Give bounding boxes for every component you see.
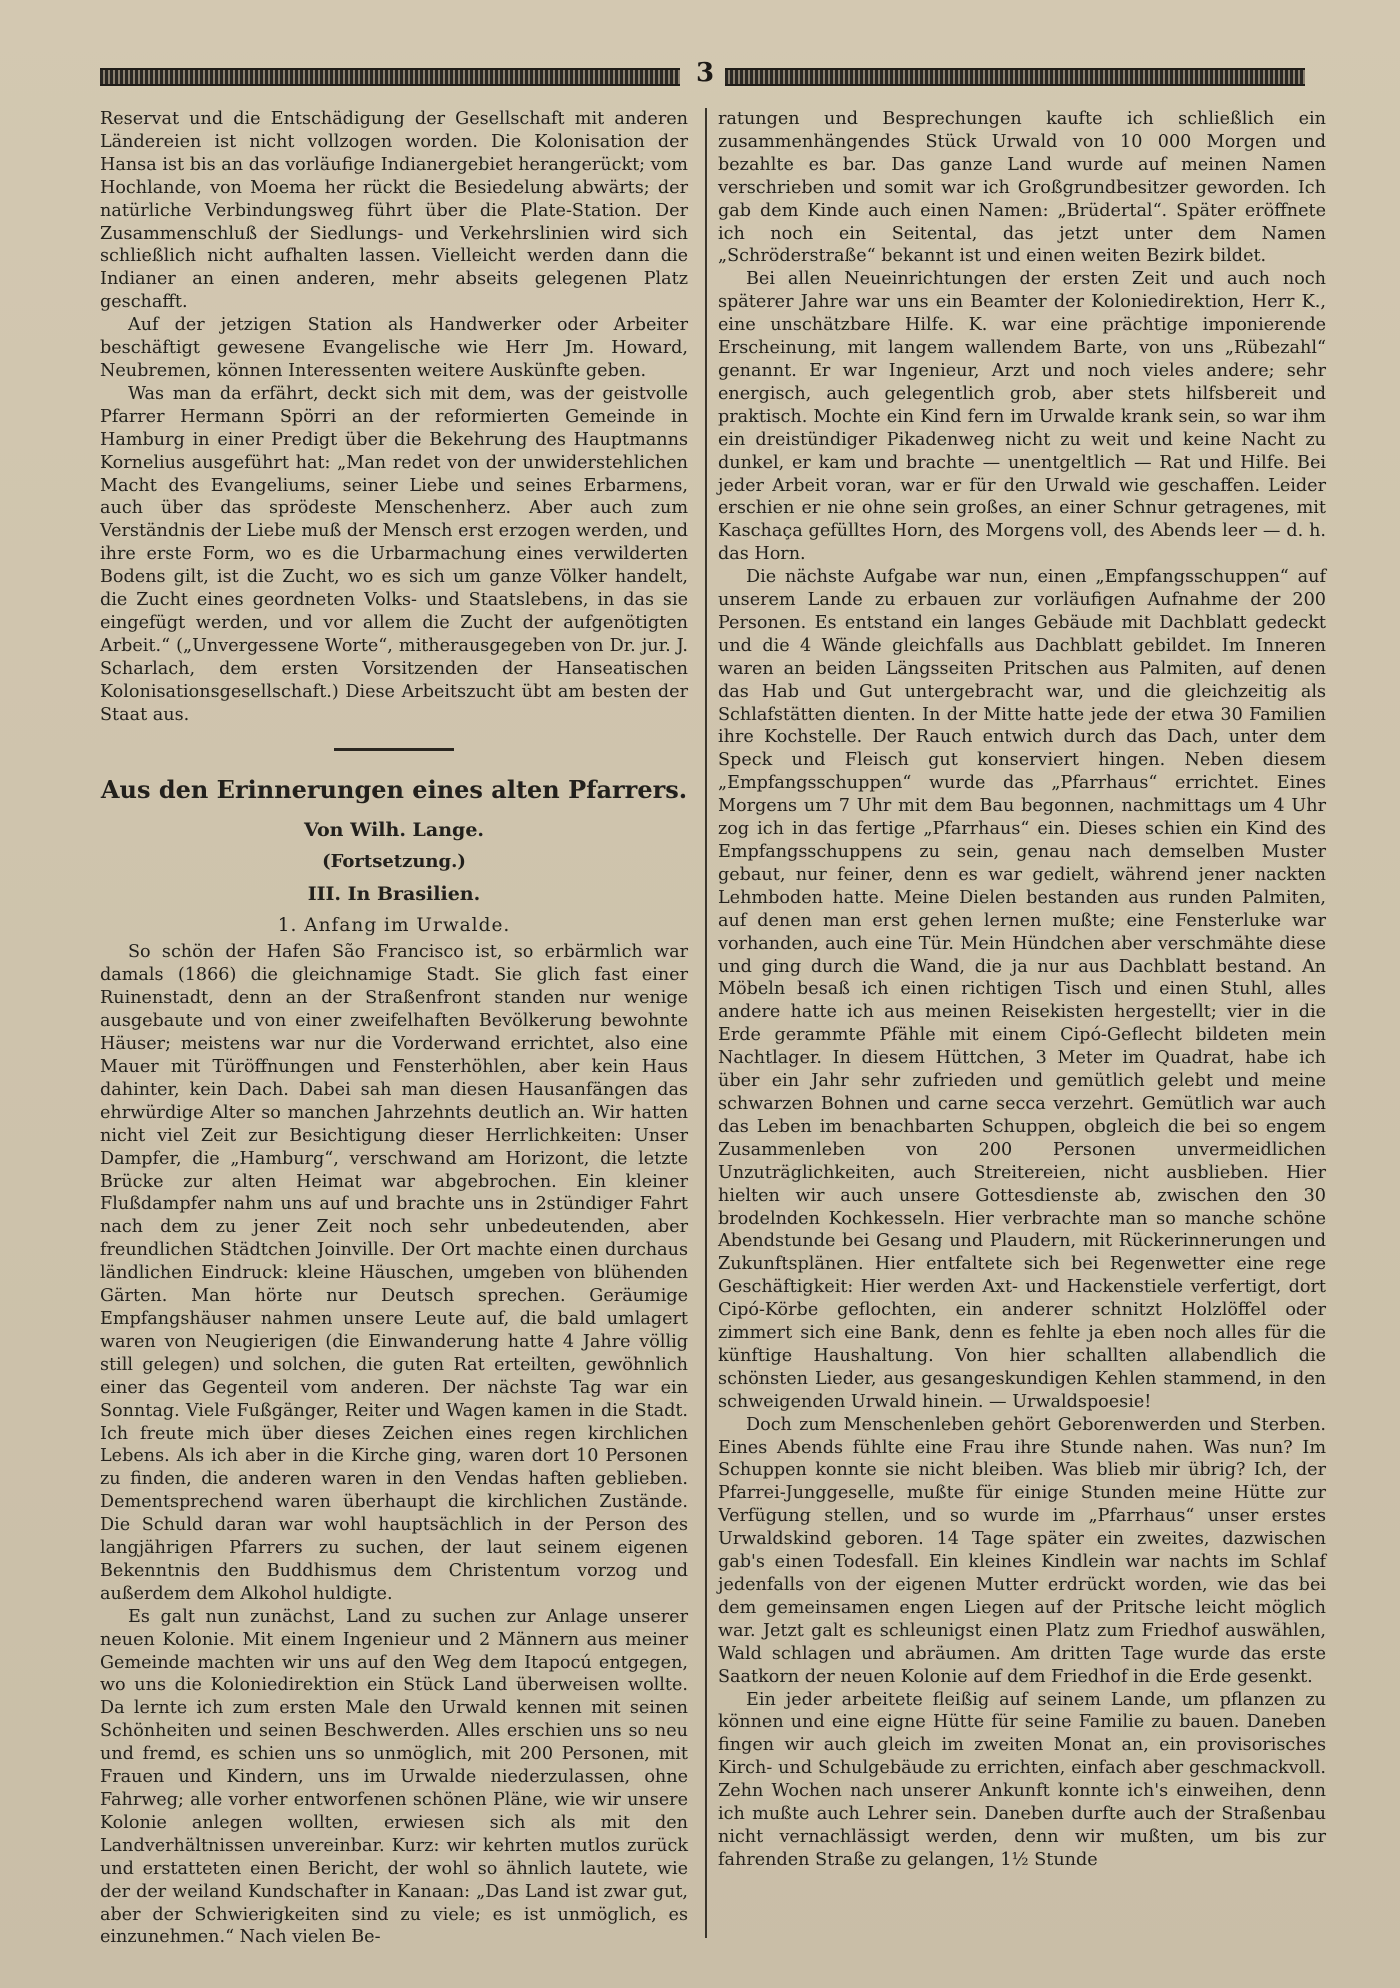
- chapter-heading: III. In Brasilien.: [307, 883, 481, 906]
- page-number: 3: [695, 58, 715, 88]
- header-ornament-left: [100, 68, 680, 86]
- paragraph: So schön der Hafen São Francisco ist, so erbärmlich war damals (1866) die gleichnamige Stadt. Sie glich fast einer Ruinenstadt, denn an der Straßenfront standen nur wenige ausgebaute und von einer zweifelhaften Bevölkerung bewohnte Häuser; meistens war nur die Vorderwand errichtet, also eine Mauer mit Türöffnungen und Fensterhöhlen, aber kein Haus dahinter, kein Dach. Dabei sah man diesen Hausanfängen das ehrwürdige Alter so manchen Jahrzehnts deutlich an. Wir hatten nicht viel Zeit zur Besichtigung dieser Herrlichkeiten: Unser Dampfer, die „Hamburg“, verschwand am Horizont, die letzte Brücke zur alten Heimat war abgebrochen. Ein kleiner Flußdampfer nahm uns auf und brachte uns in 2stündiger Fahrt nach dem zu jener Zeit noch sehr unbedeutenden, aber freundlichen Städtchen Joinville. Der Ort machte einen durchaus ländlichen Eindruck: kleine Häuschen, umgeben von blühenden Gärten. Man hörte nur Deutsch sprechen. Geräumige Empfangshäuser nahmen unsere Leute auf, die bald umlagert waren von Neugierigen (die Einwanderung hatte 4 Jahre völlig still gelegen) und solchen, die guten Rat erteilten, gewöhnlich einer das Gegenteil vom anderen. Der nächste Tag war ein Sonntag. Viele Fußgänger, Reiter und Wagen kamen in die Stadt. Ich freute mich über dieses Zeichen eines regen kirchlichen Lebens. Als ich aber in die Kirche ging, waren dort 10 Personen zu finden, die anderen waren in den Vendas haften geblieben. Dementsprechend waren überhaupt die kirchlichen Zustände. Die Schuld daran war wohl hauptsächlich in der Person des langjährigen Pfarrers zu suchen, der laut seinem eigenen Bekenntnis den Buddhismus dem Christentum vorzog und außerdem dem Alkohol huldigte.: [100, 942, 688, 1604]
- section-heading: 1. Anfang im Urwalde.: [277, 915, 511, 937]
- section-separator: [334, 748, 454, 751]
- paragraph: Bei allen Neueinrichtungen der ersten Zeit und auch noch späterer Jahre war uns ein Beamter der Koloniedirektion, Herr K., eine unschätzbare Hilfe. K. war eine prächtige imponierende Erscheinung, mit langem wallendem Barte, von uns „Rübezahl“ genannt. Er war Ingenieur, Arzt und noch vieles andere; sehr energisch, auch gelegentlich grob, aber stets hilfsbereit und praktisch. Mochte ein Kind fern im Urwalde krank sein, so war ihm ein dreistündiger Pikadenweg nicht zu weit und keine Nacht zu dunkel, er kam und brachte — unentgeltlich — Rat und Hilfe. Bei jeder Arbeit voran, war er für den Urwald wie geschaffen. Leider erschien er nie ohne sein großes, an einer Schnur getragenes, mit Kaschaça gefülltes Horn, des Morgens voll, des Abends leer — d. h. das Horn.: [718, 269, 1326, 565]
- paragraph: Es galt nun zunächst, Land zu suchen zur Anlage unserer neuen Kolonie. Mit einem Ingenieur und 2 Männern aus meiner Gemeinde machten wir uns auf den Weg dem Itapocú entgegen, wo uns die Koloniedirektion ein Stück Land überweisen wollte. Da lernte ich zum ersten Male den Urwald kennen mit seinen Schönheiten und seinen Beschwerden. Alles erschien uns so neu und fremd, es schien uns so unmöglich, mit 200 Personen, mit Frauen und Kindern, uns im Urwalde niederzulassen, ohne Fahrweg; alle vorher entworfenen schönen Pläne, wie wir unsere Kolonie anlegen wollten, erwiesen sich als mit den Landverhältnissen unvereinbar. Kurz: wir kehrten mutlos zurück und erstatteten einen Bericht, der wohl so ähnlich lautete, wie der der weiland Kundschafter in Kanaan: „Das Land ist zwar gut, aber der Schwierigkeiten sind zu viele; es ist unmöglich, es einzunehmen.“ Nach vielen Be-: [100, 1606, 688, 1948]
- paragraph: Was man da erfährt, deckt sich mit dem, was der geistvolle Pfarrer Hermann Spörri an der reformierten Gemeinde in Hamburg in einer Predigt über die Bekehrung des Hauptmanns Kornelius ausgeführt hat: „Man redet von der unwiderstehlichen Macht des Evangeliums, seiner Liebe und seines Erbarmens, auch über das sprödeste Menschenherz. Aber auch zum Verständnis der Liebe muß der Mensch erst erzogen werden, und ihre erste Form, wo es die Urbarmachung eines verwilderten Bodens gilt, ist die Zucht, wo es sich um ganze Völker handelt, die Zucht eines geordneten Volks- und Staatslebens, in das sie eingefügt werden, und vor allem die Zucht der aufgenötigten Arbeit.“ („Unvergessene Worte“, mitherausgegeben von Dr. jur. J. Scharlach, dem ersten Vorsitzenden der Hanseatischen Kolonisationsgesellschaft.) Diese Arbeitszucht übt am besten der Staat aus.: [100, 383, 688, 725]
- continuation-note: (Fortsetzung.): [322, 851, 466, 873]
- paragraph: ratungen und Besprechungen kaufte ich schließlich ein zusammenhängendes Stück Urwald von 10 000 Morgen und bezahlte es bar. Das ganze Land wurde auf meinen Namen verschrieben und somit war ich Großgrundbesitzer geworden. Ich gab dem Kinde auch einen Namen: „Brüdertal“. Später eröffnete ich noch ein Seitental, das jetzt unter dem Namen „Schröderstraße“ bekannt ist und einen weiten Bezirk bildet.: [718, 109, 1326, 267]
- right-column: [718, 108, 1326, 1872]
- paragraph: Reservat und die Entschädigung der Gesellschaft mit anderen Ländereien ist nicht vollzogen worden. Die Kolonisation der Hansa ist bis an das vorläufige Indianergebiet herangerückt; vom Hochlande, von Moema her rückt die Besiedelung abwärts; der natürliche Verbindungsweg führt über die Plate-Station. Der Zusammenschluß der Siedlungs- und Verkehrslinien wird sich schließlich nicht aufhalten lassen. Vielleicht werden dann die Indianer an einen anderen, mehr abseits gelegenen Platz geschafft.: [100, 109, 688, 313]
- article-title: Aus den Erinnerungen eines alten Pfarrers.: [100, 775, 688, 805]
- paragraph: Ein jeder arbeitete fleißig auf seinem Lande, um pflanzen zu können und eine eigne Hütte für seine Familie zu bauen. Daneben fingen wir auch gleich im zweiten Monat an, ein provisorisches Kirch- und Schulgebäude zu errichten, einfach aber geschmackvoll. Zehn Wochen nach unserer Ankunft konnte ich's einweihen, denn ich mußte auch Lehrer sein. Daneben durfte auch der Straßenbau nicht vernachlässigt werden, denn wir mußten, um bis zur fahrenden Straße zu gelangen, 1½ Stunde: [718, 1689, 1326, 1870]
- paragraph: Die nächste Aufgabe war nun, einen „Empfangsschuppen“ auf unserem Lande zu erbauen zur vorläufigen Aufnahme der 200 Personen. Es entstand ein langes Gebäude mit Dachblatt gedeckt und die 4 Wände gleichfalls aus Dachblatt gebildet. Im Inneren waren an beiden Längsseiten Pritschen aus Palmiten, auf denen das Hab und Gut untergebracht war, und die gleichzeitig als Schlafstätten dienten. In der Mitte hatte jede der etwa 30 Familien ihre Kochstelle. Der Rauch entwich durch das Dach, unter dem Speck und Fleisch gut konserviert hingen. Neben diesem „Empfangsschuppen“ wurde das „Pfarrhaus“ errichtet. Eines Morgens um 7 Uhr mit dem Bau begonnen, nachmittags um 4 Uhr zog ich in das fertige „Pfarrhaus“ ein. Dieses schien ein Kind des Empfangsschuppens zu sein, genau nach demselben Muster gebaut, nur feiner, denn es war gedielt, während jener nackten Lehmboden hatte. Meine Dielen bestanden aus runden Palmiten, auf denen man erst gehen lernen mußte; eine Fensterluke war vorhanden, auch eine Tür. Mein Hündchen aber verschmähte diese und ging durch die Wand, die ja nur aus Dachblatt bestand. An Möbeln besaß ich einen richtigen Tisch und einen Stuhl, alles andere hatte ich aus meinen Reisekisten hergestellt; vier in die Erde gerammte Pfähle mit einem Cipó-Geflecht bildeten mein Nachtlager. In diesem Hüttchen, 3 Meter im Quadrat, habe ich über ein Jahr sehr zufrieden und gemütlich gelebt und meine schwarzen Bohnen und carne secca verzehrt. Gemütlich war auch das Leben im benachbarten Schuppen, obgleich die bei so engem Zusammenleben von 200 Personen unvermeidlichen Unzuträglichkeiten, auch Streitereien, nicht ausblieben. Hier hielten wir auch unsere Gottesdienste ab, zwischen den 30 brodelnden Kochkesseln. Hier verbrachte man so manche schöne Abendstunde bei Gesang und Plaudern, mit Rückerinnerungen und Zukunftsplänen. Hier entfaltete sich bei Regenwetter eine rege Geschäftigkeit: Hier werden Axt- und Hackenstiele verfertigt, dort Cipó-Körbe geflochten, ein anderer schnitzt Holzlöffel oder zimmert sich eine Bank, denn es fehlte ja eben noch alles für die künftige Haushaltung. Von hier schallten allabendlich die schönsten Lieder, aus gesangeskundigen Kehlen stammend, in den schweigenden Urwald hinein. — Urwaldspoesie!: [718, 567, 1326, 1412]
- paragraph: Doch zum Menschenleben gehört Geborenwerden und Sterben. Eines Abends fühlte eine Frau ihre Stunde nahen. Was nun? Im Schuppen konnte sie nicht bleiben. Was blieb mir übrig? Ich, der Pfarrei-Junggeselle, mußte für einige Stunden meine Hütte zur Verfügung stellen, und so wurde im „Pfarrhaus“ unser erstes Urwaldskind geboren. 14 Tage später ein zweites, dazwischen gab's einen Todesfall. Ein kleines Kindlein war nachts im Schlaf jedenfalls von der eigenen Mutter erdrückt worden, wie das bei dem gemeinsamen engen Liegen auf der Pritsche leicht möglich war. Jetzt galt es schleunigst einen Platz zum Friedhof auswählen, Wald schlagen und abräumen. Am dritten Tage wurde das erste Saatkorn der neuen Kolonie auf dem Friedhof in die Erde gesenkt.: [718, 1414, 1326, 1687]
- header-ornament-right: [725, 68, 1305, 86]
- paragraph: Auf der jetzigen Station als Handwerker oder Arbeiter beschäftigt gewesene Evangelische wie Herr Jm. Howard, Neubremen, können Interessenten weitere Auskünfte geben.: [100, 315, 688, 381]
- page-header: [100, 58, 1305, 88]
- article-byline: Von Wilh. Lange.: [303, 819, 485, 842]
- left-column: [100, 108, 688, 1949]
- column-rule: [705, 108, 707, 1938]
